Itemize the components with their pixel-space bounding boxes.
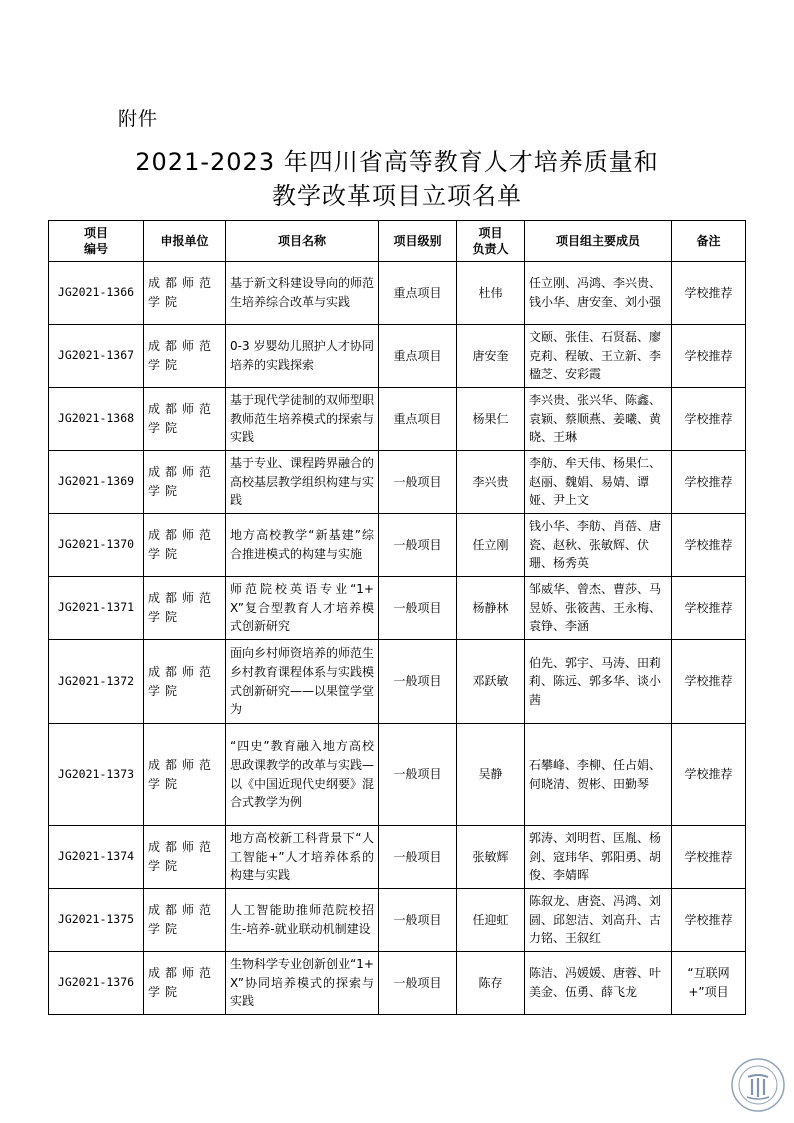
note-cell: 学校推荐	[672, 451, 746, 514]
level-cell: 重点项目	[379, 388, 457, 451]
header-project-number: 项目 编号	[49, 221, 144, 262]
table-row	[49, 451, 746, 514]
table-row	[49, 826, 746, 889]
table-row	[49, 952, 746, 1015]
table-row	[49, 262, 746, 325]
unit-cell: 成都师范学院	[144, 262, 226, 325]
table-row	[49, 577, 746, 640]
table-row	[49, 724, 746, 826]
project-number-cell: JG2021-1367	[49, 325, 144, 388]
project-name-cell: 0-3 岁婴幼儿照护人才协同培养的实践探索	[226, 325, 379, 388]
leader-cell: 邓跃敏	[457, 640, 525, 724]
unit-cell: 成都师范学院	[144, 577, 226, 640]
project-number-cell: JG2021-1376	[49, 952, 144, 1015]
leader-cell: 唐安奎	[457, 325, 525, 388]
unit-cell: 成都师范学院	[144, 640, 226, 724]
members-cell: 陈洁、冯媛媛、唐蓉、叶美金、伍勇、薛飞龙	[525, 952, 672, 1015]
note-cell: 学校推荐	[672, 577, 746, 640]
members-cell: 李兴贵、张兴华、陈鑫、袁颖、蔡顺燕、姜曦、黄晓、王琳	[525, 388, 672, 451]
project-name-cell: 师范院校英语专业“1+X”复合型教育人才培养模式创新研究	[226, 577, 379, 640]
project-number-cell: JG2021-1371	[49, 577, 144, 640]
table-row	[49, 889, 746, 952]
table-row	[49, 388, 746, 451]
note-cell: 学校推荐	[672, 388, 746, 451]
unit-cell: 成都师范学院	[144, 325, 226, 388]
project-number-cell: JG2021-1369	[49, 451, 144, 514]
header-project-name: 项目名称	[226, 221, 379, 262]
level-cell: 一般项目	[379, 952, 457, 1015]
project-name-cell: 生物科学专业创新创业“1+X”协同培养模式的探索与实践	[226, 952, 379, 1015]
members-cell: 石攀峰、李柳、任占娟、何晓清、贺彬、田勤琴	[525, 724, 672, 826]
project-name-cell: 人工智能助推师范院校招生-培养-就业联动机制建设	[226, 889, 379, 952]
level-cell: 重点项目	[379, 325, 457, 388]
unit-cell: 成都师范学院	[144, 952, 226, 1015]
leader-cell: 吴静	[457, 724, 525, 826]
leader-cell: 任迎虹	[457, 889, 525, 952]
note-cell: 学校推荐	[672, 826, 746, 889]
project-number-cell: JG2021-1373	[49, 724, 144, 826]
project-number-cell: JG2021-1368	[49, 388, 144, 451]
note-cell: 学校推荐	[672, 514, 746, 577]
note-cell: 学校推荐	[672, 325, 746, 388]
header-leader: 项目 负责人	[457, 221, 525, 262]
header-unit: 申报单位	[144, 221, 226, 262]
note-cell: 学校推荐	[672, 724, 746, 826]
project-number-cell: JG2021-1366	[49, 262, 144, 325]
level-cell: 一般项目	[379, 514, 457, 577]
table-header-row	[49, 221, 746, 262]
level-cell: 重点项目	[379, 262, 457, 325]
project-number-cell: JG2021-1375	[49, 889, 144, 952]
unit-cell: 成都师范学院	[144, 451, 226, 514]
project-number-cell: JG2021-1374	[49, 826, 144, 889]
members-cell: 李舫、牟天伟、杨果仁、赵丽、魏娟、易婧、谭娅、尹上文	[525, 451, 672, 514]
members-cell: 文颐、张佳、石贤磊、廖克莉、程敏、王立新、李楹芝、安彩霞	[525, 325, 672, 388]
project-number-cell: JG2021-1372	[49, 640, 144, 724]
project-name-cell: 地方高校教学“新基建”综合推进模式的构建与实施	[226, 514, 379, 577]
leader-cell: 李兴贵	[457, 451, 525, 514]
project-table	[48, 220, 746, 1015]
project-name-cell: “四史”教育融入地方高校思政课教学的改革与实践—以《中国近现代史纲要》混合式教学为例	[226, 724, 379, 826]
note-cell: 学校推荐	[672, 640, 746, 724]
project-name-cell: 地方高校新工科背景下“人 工智能+”人才培养体系的构建与实践	[226, 826, 379, 889]
table-row	[49, 514, 746, 577]
header-members: 项目组主要成员	[525, 221, 672, 262]
project-name-cell: 基于新文科建设导向的师范生培养综合改革与实践	[226, 262, 379, 325]
leader-cell: 杜伟	[457, 262, 525, 325]
leader-cell: 陈存	[457, 952, 525, 1015]
level-cell: 一般项目	[379, 640, 457, 724]
level-cell: 一般项目	[379, 889, 457, 952]
members-cell: 郭涛、刘明哲、匡胤、杨剑、寇玮华、郭阳勇、胡俊、李婧晖	[525, 826, 672, 889]
note-cell: 学校推荐	[672, 889, 746, 952]
level-cell: 一般项目	[379, 826, 457, 889]
leader-cell: 杨静林	[457, 577, 525, 640]
members-cell: 邹威华、曾杰、曹莎、马昱娇、张筱茜、王永梅、袁铮、李涵	[525, 577, 672, 640]
project-number-cell: JG2021-1370	[49, 514, 144, 577]
attachment-label: 附件	[118, 108, 159, 130]
document-title-line1: 2021-2023 年四川省高等教育人才培养质量和	[135, 148, 659, 176]
unit-cell: 成都师范学院	[144, 514, 226, 577]
members-cell: 陈叙龙、唐瓷、冯鸿、刘圆、邱恕洁、刘高升、古力铭、王叙红	[525, 889, 672, 952]
unit-cell: 成都师范学院	[144, 826, 226, 889]
project-name-cell: 面向乡村师资培养的师范生乡村教育课程体系与实践模式创新研究——以果筐学堂为	[226, 640, 379, 724]
header-level: 项目级别	[379, 221, 457, 262]
table-row	[49, 640, 746, 724]
header-note: 备注	[672, 221, 746, 262]
members-cell: 伯先、郭宇、马涛、田莉莉、陈远、郭多华、谈小茜	[525, 640, 672, 724]
level-cell: 一般项目	[379, 451, 457, 514]
unit-cell: 成都师范学院	[144, 388, 226, 451]
project-name-cell: 基于现代学徒制的双师型职教师范生培养模式的探索与实践	[226, 388, 379, 451]
unit-cell: 成都师范学院	[144, 889, 226, 952]
level-cell: 一般项目	[379, 577, 457, 640]
members-cell: 任立刚、冯鸿、李兴贵、钱小华、唐安奎、刘小强	[525, 262, 672, 325]
leader-cell: 任立刚	[457, 514, 525, 577]
table-row	[49, 325, 746, 388]
unit-cell: 成都师范学院	[144, 724, 226, 826]
leader-cell: 杨果仁	[457, 388, 525, 451]
project-name-cell: 基于专业、课程跨界融合的高校基层教学组织构建与实践	[226, 451, 379, 514]
document-title-line2: 教学改革项目立项名单	[272, 182, 522, 210]
level-cell: 一般项目	[379, 724, 457, 826]
leader-cell: 张敏辉	[457, 826, 525, 889]
note-cell: 学校推荐	[672, 262, 746, 325]
note-cell: “互联网+”项目	[672, 952, 746, 1015]
members-cell: 钱小华、李舫、肖蓓、唐瓷、赵秋、张敏辉、伏珊、杨秀英	[525, 514, 672, 577]
university-seal-icon	[730, 1057, 786, 1113]
